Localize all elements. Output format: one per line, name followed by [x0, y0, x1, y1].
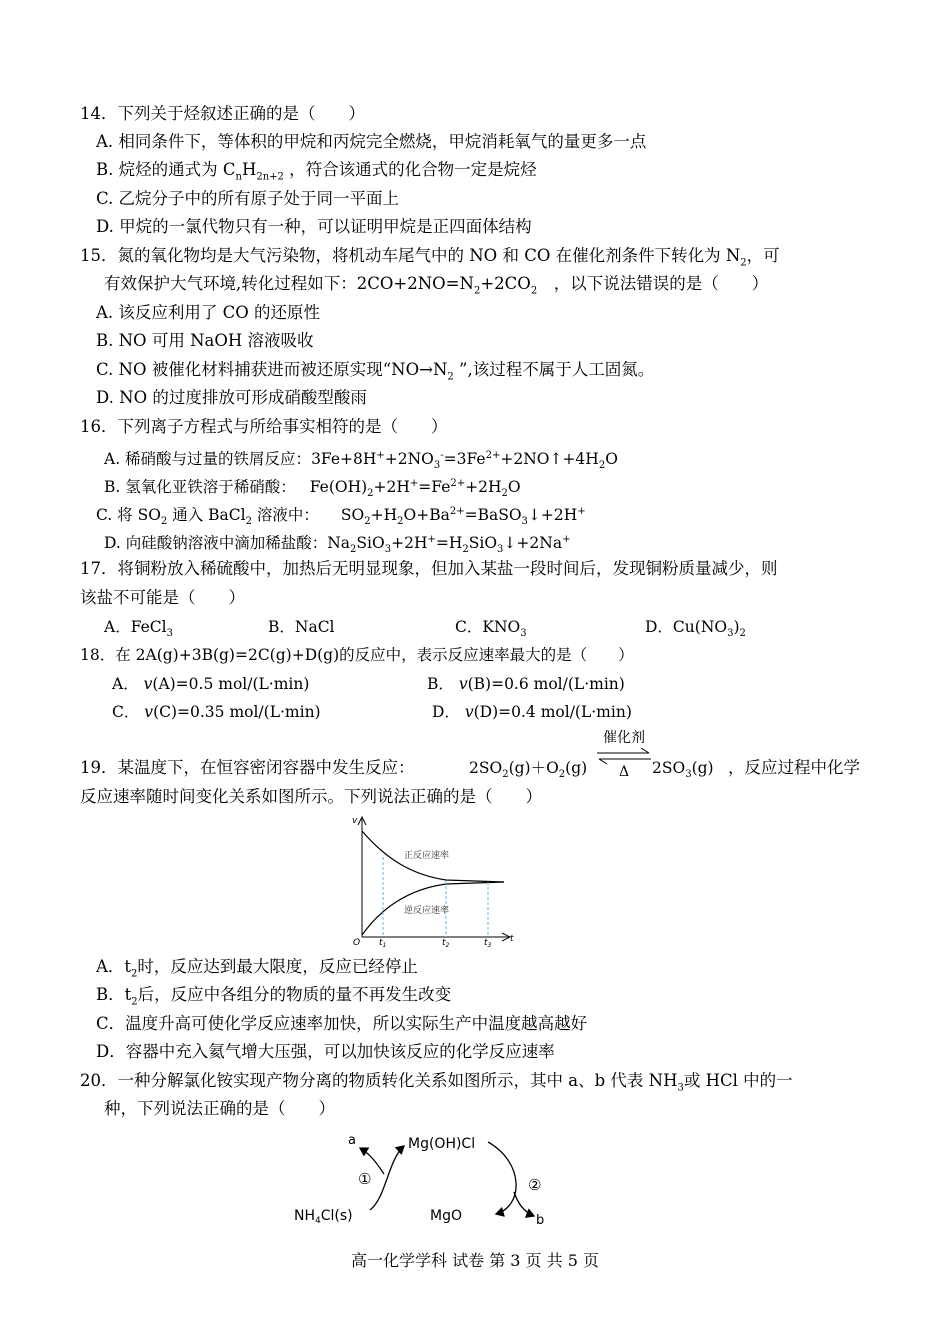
graph-t3-label: $t_3$ [484, 938, 492, 949]
q17-option-a: A．FeCl$_3$ [104, 618, 173, 640]
graph-reverse-rate-label: 逆反应速率 [404, 906, 450, 916]
q14-stem: 14．下列关于烃叙述正确的是（ ） [80, 104, 365, 123]
q17-option-d: D．$Cu(NO_3)_2$ [645, 618, 746, 640]
label-step1: ① [358, 1170, 372, 1188]
q19-equation-right: $2SO_3(g)$ [652, 759, 714, 781]
label-nh4cl: $NH_4Cl(s)$ [294, 1208, 353, 1226]
q19-catalyst-label: 催化剂 [603, 730, 645, 746]
q19-stem-line2: 反应速率随时间变化关系如图所示。下列说法正确的是（ ） [80, 787, 542, 806]
graph-y-axis-label: v [352, 816, 358, 826]
q20-stem-line1: 20．一种分解氯化铵实现产物分离的物质转化关系如图所示，其中 a、b 代表 $NH_3$或 HCl 中的一 [80, 1071, 793, 1094]
label-mgohcl: Mg(OH)Cl [408, 1136, 476, 1152]
step1-curve [370, 1146, 404, 1210]
q18-option-d: D． v(D)=0.4 mol/(L·min) [432, 703, 632, 721]
q19-equilibrium-arrow [595, 730, 653, 782]
graph-t1-label: $t_1$ [379, 938, 387, 949]
q16-option-c: C. 将 $SO_2$ 通入 BaCl$_2$ 溶液中： $SO_2+H_2O+Ba^{2+}=BaSO_3↓+2H^+$ [96, 506, 586, 528]
q20-stem-line2: 种，下列说法正确的是（ ） [104, 1099, 335, 1118]
q14-option-a: A. 相同条件下，等体积的甲烷和丙烷完全燃烧，甲烷消耗氧气的量更多一点 [96, 132, 647, 151]
graph-forward-rate-label: 正反应速率 [404, 851, 450, 861]
q18-stem: 18．在 2A(g)+3B(g)=2C(g)+D(g)的反应中，表示反应速率最大的是（ ） [80, 646, 634, 664]
q15-stem-line2: 有效保护大气环境,转化过程如下：$2CO+2NO=N_2+2CO_2$ ，以下说法错误的是（ ） [104, 274, 769, 297]
q18-option-b: B． v(B)=0.6 mol/(L·min) [427, 675, 625, 693]
label-mgo: MgO [430, 1208, 462, 1224]
q17-stem-line1: 17．将铜粉放入稀硫酸中，加热后无明显现象，但加入某盐一段时间后，发现铜粉质量减少，则 [80, 559, 778, 578]
q19-delta-label: Δ [618, 764, 630, 780]
step2-branch-b [514, 1192, 534, 1216]
graph-x-axis-label: t [510, 934, 514, 944]
q15-option-a: A. 该反应利用了 CO 的还原性 [96, 303, 321, 322]
q14-option-c: C. 乙烷分子中的所有原子处于同一平面上 [96, 189, 400, 208]
q14-option-b: B. 烷烃的通式为 $C_nH_{2n+2}$ ，符合该通式的化合物一定是烷烃 [96, 160, 537, 183]
page-footer: 高一化学学科 试卷 第 3 页 共 5 页 [351, 1251, 599, 1270]
q19-option-a: A．$t_2$时，反应达到最大限度，反应已经停止 [96, 957, 418, 980]
q15-option-d: D. NO 的过度排放可形成硝酸型酸雨 [96, 388, 367, 407]
q15-option-c: C. NO 被催化材料捕获进而被还原实现“$NO\to N_2$ ”,该过程不属于人工固氮。 [96, 360, 655, 383]
q17-option-c: C．$KNO_3$ [455, 618, 527, 640]
label-a: a [348, 1133, 356, 1148]
label-nh4cl-sub: 4 [315, 1216, 321, 1226]
q18-option-c: C． v(C)=0.35 mol/(L·min) [112, 703, 321, 721]
q15-option-b: B. NO 可用 NaOH 溶液吸收 [96, 331, 314, 350]
q19-equation-left: $2SO_2(g)+O_2(g)$ [469, 759, 588, 781]
q17-stem-line2: 该盐不可能是（ ） [80, 588, 245, 607]
q19-stem-pre: 19．某温度下，在恒容密闭容器中发生反应： [80, 758, 415, 777]
q19-stem-post: ，反应过程中化学 [728, 758, 860, 777]
q17-option-b: B．NaCl [268, 618, 335, 636]
step2-curve [488, 1142, 516, 1214]
q19-rate-time-graph [346, 813, 526, 949]
label-step2: ② [528, 1176, 542, 1194]
q16-option-a: A. 稀硝酸与过量的铁屑反应：$3Fe+8H^++2NO_3^-=3Fe^{2+}+2NO↑+4H_2O$ [104, 450, 618, 472]
graph-origin-label: O [353, 938, 361, 948]
label-b: b [536, 1213, 545, 1228]
q19-option-b: B．$t_2$后，反应中各组分的物质的量不再发生改变 [96, 985, 452, 1008]
q15-stem-line1: 15．氮的氧化物均是大气污染物，将机动车尾气中的 NO 和 CO 在催化剂条件下转化为 $N_2$，可 [80, 246, 780, 269]
q16-option-d: D. 向硅酸钠溶液中滴加稀盐酸：$Na_2SiO_3+2H^+=H_2SiO_3↓+2Na^+$ [104, 534, 571, 556]
q16-option-b: B. 氢氧化亚铁溶于稀硝酸： $Fe(OH)_2+2H^+=Fe^{2+}+2H_2O$ [104, 478, 521, 500]
q14-option-d: D. 甲烷的一氯代物只有一种，可以证明甲烷是正四面体结构 [96, 217, 532, 236]
q18-option-a: A． v(A)=0.5 mol/(L·min) [112, 675, 310, 693]
q16-stem: 16．下列离子方程式与所给事实相符的是（ ） [80, 417, 448, 436]
graph-t2-label: $t_2$ [442, 938, 450, 949]
q19-option-d: D．容器中充入氦气增大压强，可以加快该反应的化学反应速率 [96, 1042, 555, 1061]
q20-conversion-diagram [292, 1128, 572, 1228]
q19-option-c: C．温度升高可使化学反应速率加快，所以实际生产中温度越高越好 [96, 1014, 588, 1033]
